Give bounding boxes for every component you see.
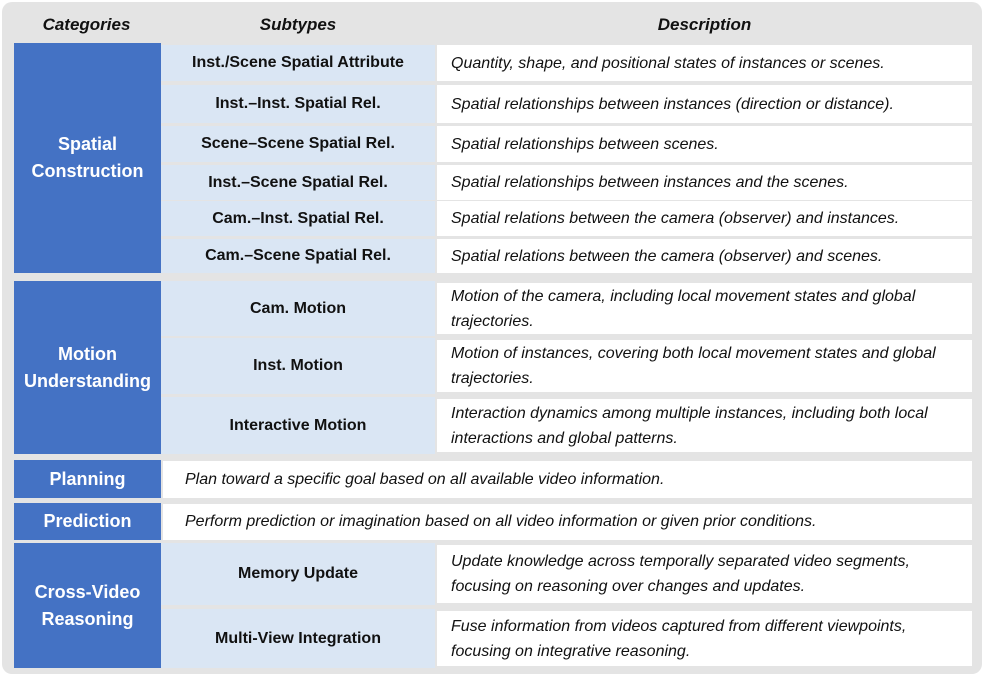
subtype-cam-inst-spatial-rel: Cam.–Inst. Spatial Rel. (161, 201, 435, 236)
desc-planning: Plan toward a specific goal based on all available video information. (163, 461, 972, 498)
subtype-memory-update: Memory Update (161, 543, 435, 605)
subtype-inst-motion: Inst. Motion (161, 338, 435, 394)
subtype-multi-view-integration: Multi-View Integration (161, 609, 435, 668)
subtype-scene-scene-spatial-rel: Scene–Scene Spatial Rel. (161, 126, 435, 162)
desc-cam-scene-spatial-rel: Spatial relations between the camera (observer) and scenes. (437, 239, 972, 273)
subtype-inst-scene-spatial-rel: Inst.–Scene Spatial Rel. (161, 165, 435, 200)
header-subtypes: Subtypes (259, 15, 337, 34)
category-planning: Planning (14, 460, 161, 498)
category-prediction: Prediction (14, 503, 161, 540)
subtype-cam-scene-spatial-rel: Cam.–Scene Spatial Rel. (161, 239, 435, 273)
subtype-cam-motion: Cam. Motion (161, 281, 435, 336)
category-cross-video-reasoning: Cross-Video Reasoning (14, 543, 161, 668)
desc-cam-motion: Motion of the camera, including local movement states and global trajectories. (437, 283, 972, 334)
subtype-interactive-motion: Interactive Motion (161, 397, 435, 454)
header-categories: Categories (42, 15, 131, 34)
category-spatial-construction: Spatial Construction (14, 43, 161, 273)
desc-scene-scene-spatial-rel: Spatial relationships between scenes. (437, 126, 972, 162)
category-motion-understanding: Motion Understanding (14, 281, 161, 454)
desc-cam-inst-spatial-rel: Spatial relations between the camera (observer) and instances. (437, 201, 972, 236)
desc-multi-view-integration: Fuse information from videos captured from different viewpoints, focusing on integrative reasoning. (437, 611, 972, 666)
desc-inst-motion: Motion of instances, covering both local movement states and global trajectories. (437, 340, 972, 392)
subtype-inst-scene-spatial-attribute: Inst./Scene Spatial Attribute (161, 45, 435, 81)
desc-inst-inst-spatial-rel: Spatial relationships between instances (direction or distance). (437, 85, 972, 123)
subtype-inst-inst-spatial-rel: Inst.–Inst. Spatial Rel. (161, 85, 435, 123)
desc-inst-scene-spatial-rel: Spatial relationships between instances and the scenes. (437, 165, 972, 200)
header-description: Description (657, 15, 752, 34)
taxonomy-table (2, 2, 982, 674)
desc-memory-update: Update knowledge across temporally separated video segments, focusing on reasoning over changes and updates. (437, 545, 972, 603)
desc-prediction: Perform prediction or imagination based on all video information or given prior conditions. (163, 504, 972, 540)
desc-inst-scene-spatial-attribute: Quantity, shape, and positional states of instances or scenes. (437, 45, 972, 81)
desc-interactive-motion: Interaction dynamics among multiple instances, including both local interactions and global patterns. (437, 399, 972, 452)
